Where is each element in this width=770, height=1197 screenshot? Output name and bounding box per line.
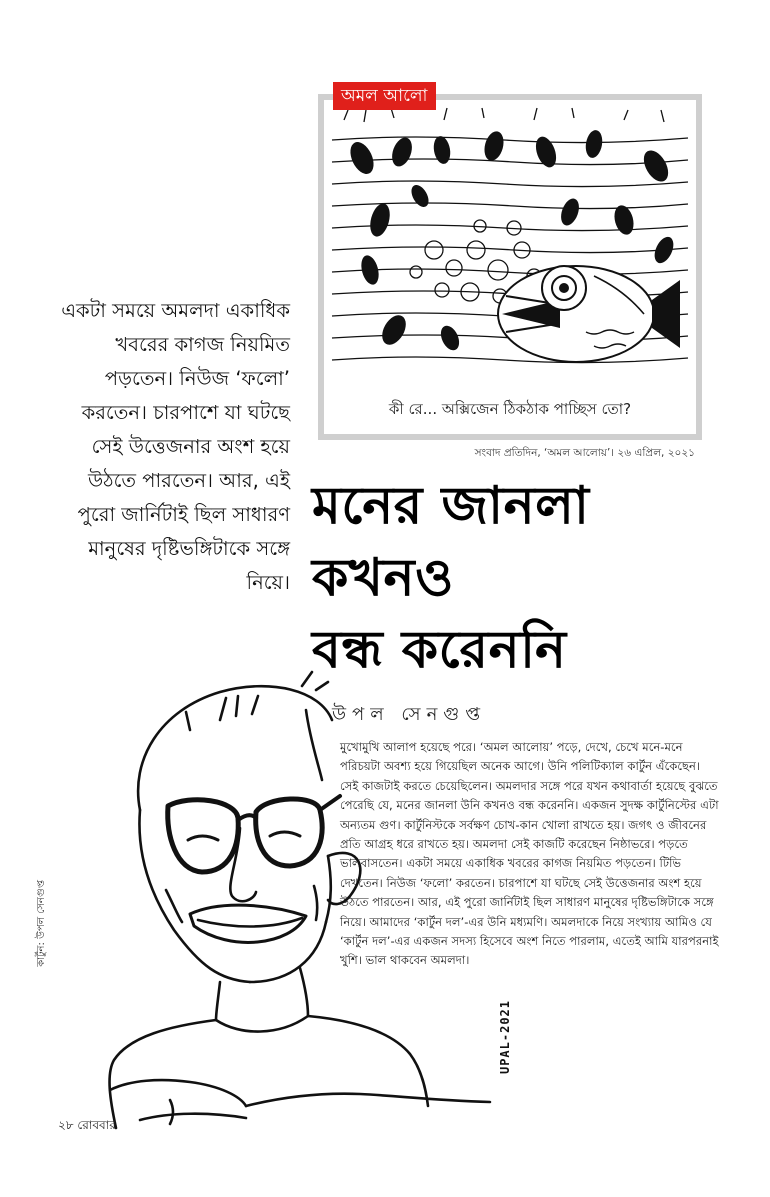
headline-line-1: মনের জানলা: [312, 476, 590, 536]
article-body: [340, 738, 720, 971]
byline: উপল সেনগুপ্ত: [332, 704, 487, 725]
cartoon-illustration: [324, 100, 696, 400]
cartoon-caption: কী রে... অক্সিজেন ঠিকঠাক পাচ্ছিস তো?: [388, 400, 632, 418]
headline-line-2: কখনও: [312, 548, 454, 608]
page-folio: ২৮ রোববার: [58, 1118, 116, 1132]
pull-quote: একটা সময়ে অমলদা একাধিক খবরের কাগজ নিয়মিত পড়তেন। নিউজ ‘ফলো’ করতেন। চারপাশে যা ঘটছে সেই উত্তেজনার অংশ হয়ে উঠতে পারতেন। আর, এই পুরো জার্নিটাই ছিল সাধারণ মানুষের দৃষ্টিভঙ্গিটাকে সঙ্গে নিয়ে।: [61, 299, 290, 594]
portrait-credit: কার্টুন: উপল সেনগুপ্ত: [36, 880, 47, 967]
article-paragraph: মুখোমুখি আলাপ হয়েছে পরে। ‘অমল আলোয়’ পড়ে, দেখে, চেখে মনে-মনে পরিচয়টা অবশ্য হয়ে গিয়েছিল অনেক আগে। উনি পলিটিক্যাল কার্টুন এঁকেছেন। সেই কাজটাই করতে চেয়েছিলেন। অমলদার সঙ্গে পরে যখন কথাবার্তা হয়েছে বুঝতে পেরেছি যে, মনের জানলা উনি কখনও বন্ধ করেননি। একজন সুদক্ষ কার্টুনিস্টের এটা অন্যতম গুণ। কার্টুনিস্টকে সর্বক্ষণ চোখ-কান খোলা রাখতে হয়। জগৎ ও জীবনের প্রতি আগ্রহ ধরে রাখতে হয়। অমলদা সেই কাজটি করেছেন নিষ্ঠাভরে। পড়তে ভালবাসতেন। একটা সময়ে একাধিক খবরের কাগজ নিয়মিত পড়তেন। টিভি দেখতেন। নিউজ ‘ফলো’ করতেন। চারপাশে যা ঘটছে সেই উত্তেজনার অংশ হয়ে উঠতে পারতেন। আর, এই পুরো জার্নিটাই ছিল সাধারণ মানুষের দৃষ্টিভঙ্গিটাকে সঙ্গে নিয়ে। আমাদের ‘কার্টুন দল’-এর উনি মধ্যমণি। অমলদাকে নিয়ে সংখ্যায় আমিও যে ‘কার্টুন দল’-এর একজন সদস্য হিসেবে অংশ নিতে পারলাম, এতেই আমি যারপরনাই খুশি। ভাল থাকবেন অমলদা।: [340, 740, 719, 968]
cartoon-series-tag: অমল আলো: [333, 82, 436, 110]
headline: [312, 470, 752, 686]
cartoon-source-credit: সংবাদ প্রতিদিন, ‘অমল আলোয়’। ২৬ এপ্রিল, ২০২১: [474, 447, 695, 459]
artist-signature: UPAL-2021: [498, 1000, 512, 1075]
headline-line-3: বন্ধ করেননি: [312, 620, 567, 680]
